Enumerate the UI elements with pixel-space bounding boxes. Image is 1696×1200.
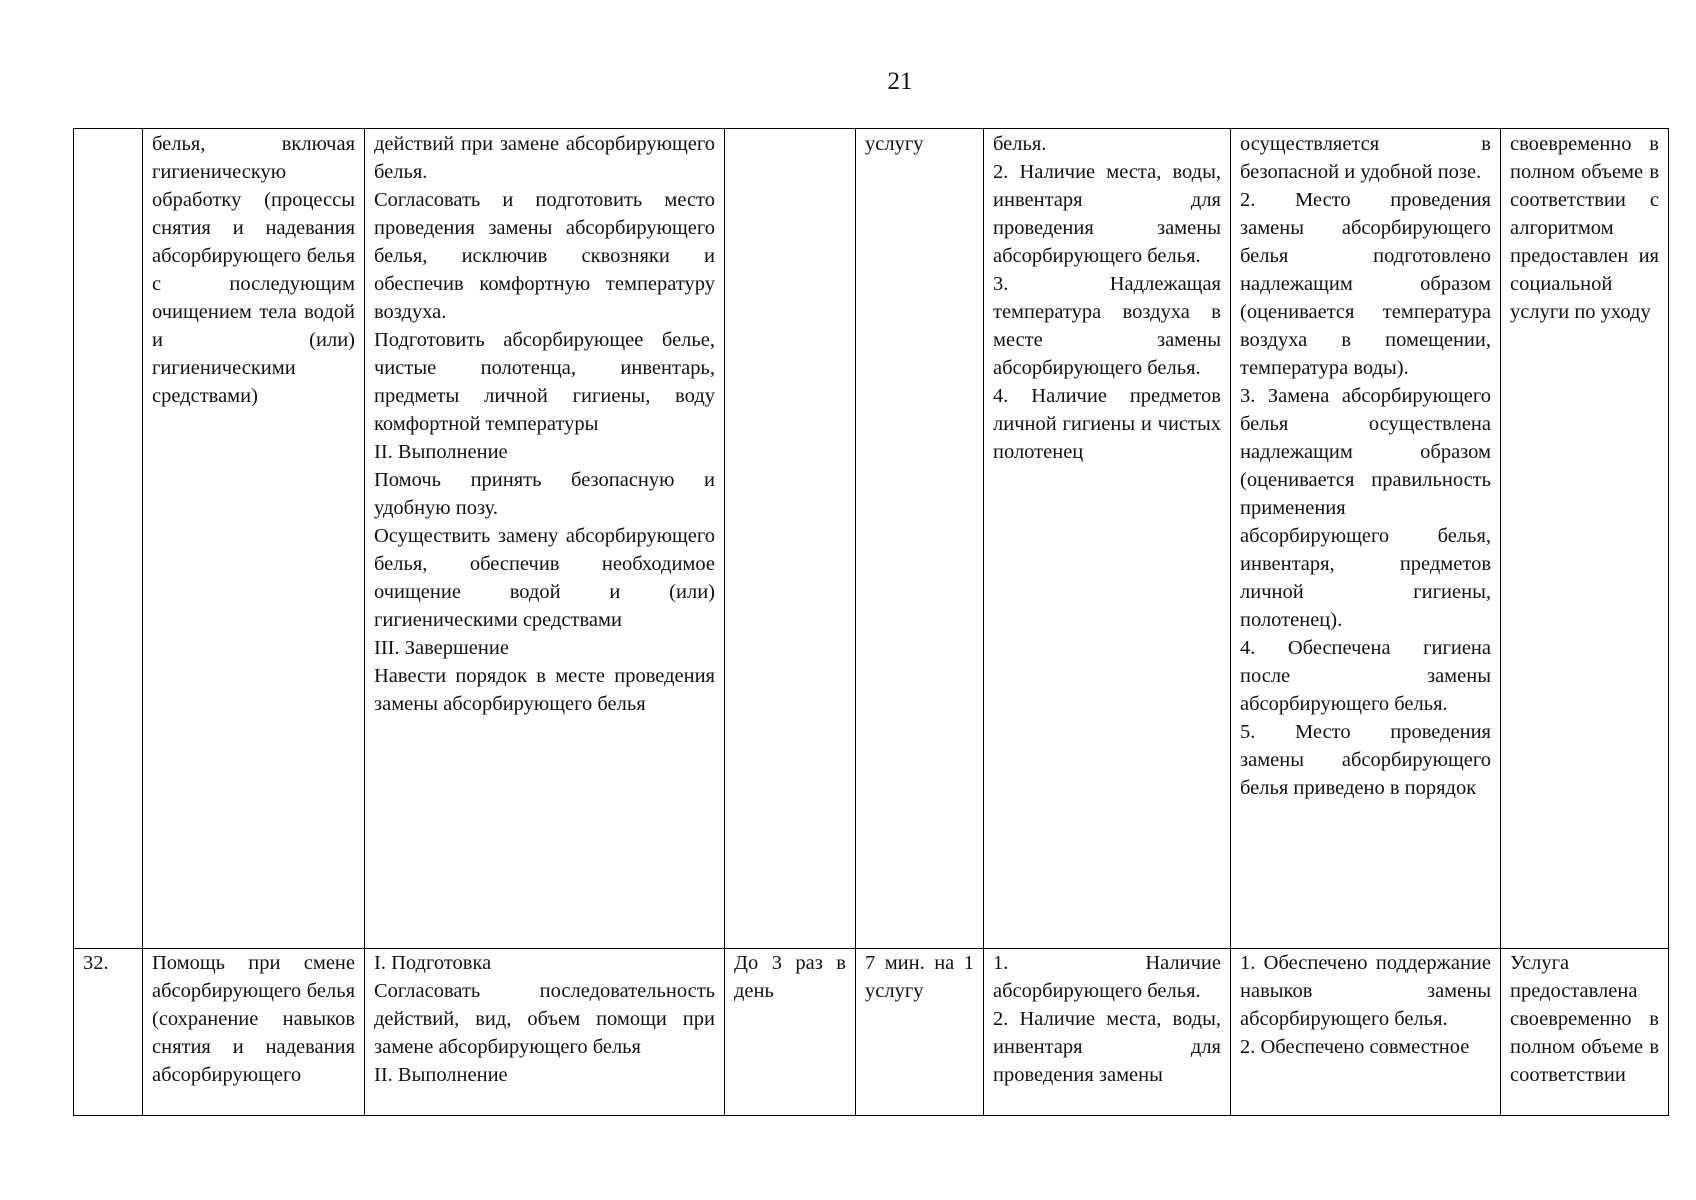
quality-indicators-cell: осуществляется в безопасной и удобной позе. 2. Место проведения замены абсорбирующего белья подготовлено надлежащим образом (оценивается температура воздуха в помещении, температура воды). 3. Замена абсорбирующего белья осуществлена надлежащим образом (оценивается правильность применения абсорбирующего белья, инвентаря, предметов личной гигиены, полотенец). 4. Обеспечена гигиена после замены абсорбирующего белья. 5. Место проведения замены абсорбирующего белья приведено в порядок (1231, 129, 1501, 949)
conditions-cell: 1. Наличие абсорбирующего белья. 2. Наличие места, воды, инвентаря для проведения замены (984, 949, 1231, 1116)
page-number: 21 (887, 68, 913, 95)
duration-cell: 7 мин. на 1 услугу (856, 949, 984, 1116)
row-number-cell: 32. (74, 949, 143, 1116)
frequency-cell (725, 129, 856, 949)
procedure-cell: I. Подготовка Согласовать последовательность действий, вид, объем помощи при замене абсорбирующего белья II. Выполнение (365, 949, 725, 1116)
conditions-cell: белья. 2. Наличие места, воды, инвентаря для проведения замены абсорбирующего белья. 3. Надлежащая температура воздуха в месте замены абсорбирующего белья. 4. Наличие предметов личной гигиены и чистых полотенец (984, 129, 1231, 949)
result-cell: Услуга предоставлена своевременно в полном объеме в соответствии (1501, 949, 1669, 1116)
duration-cell: услугу (856, 129, 984, 949)
result-cell: своевременно в полном объеме в соответствии с алгоритмом предоставлен ия социальной услуги по уходу (1501, 129, 1669, 949)
row-number-cell (74, 129, 143, 949)
frequency-cell: До 3 раз в день (725, 949, 856, 1116)
service-name-cell: Помощь при смене абсорбирующего белья (сохранение навыков снятия и надевания абсорбирующего (143, 949, 365, 1116)
procedure-cell: действий при замене абсорбирующего белья. Согласовать и подготовить место проведения замены абсорбирующего белья, исключив сквозняки и обеспечив комфортную температуру воздуха. Подготовить абсорбирующее белье, чистые полотенца, инвентарь, предметы личной гигиены, воду комфортной температуры II. Выполнение Помочь принять безопасную и удобную позу. Осуществить замену абсорбирующего белья, обеспечив необходимое очищение водой и (или) гигиеническими средствами III. Завершение Навести порядок в месте проведения замены абсорбирующего белья (365, 129, 725, 949)
table-row (74, 949, 1669, 1116)
standards-table (73, 128, 1669, 1116)
service-name-cell: белья, включая гигиеническую обработку (процессы снятия и надевания абсорбирующего белья с последующим очищением тела водой и (или) гигиеническими средствами) (143, 129, 365, 949)
quality-indicators-cell: 1. Обеспечено поддержание навыков замены абсорбирующего белья. 2. Обеспечено совместное (1231, 949, 1501, 1116)
table-row (74, 129, 1669, 949)
